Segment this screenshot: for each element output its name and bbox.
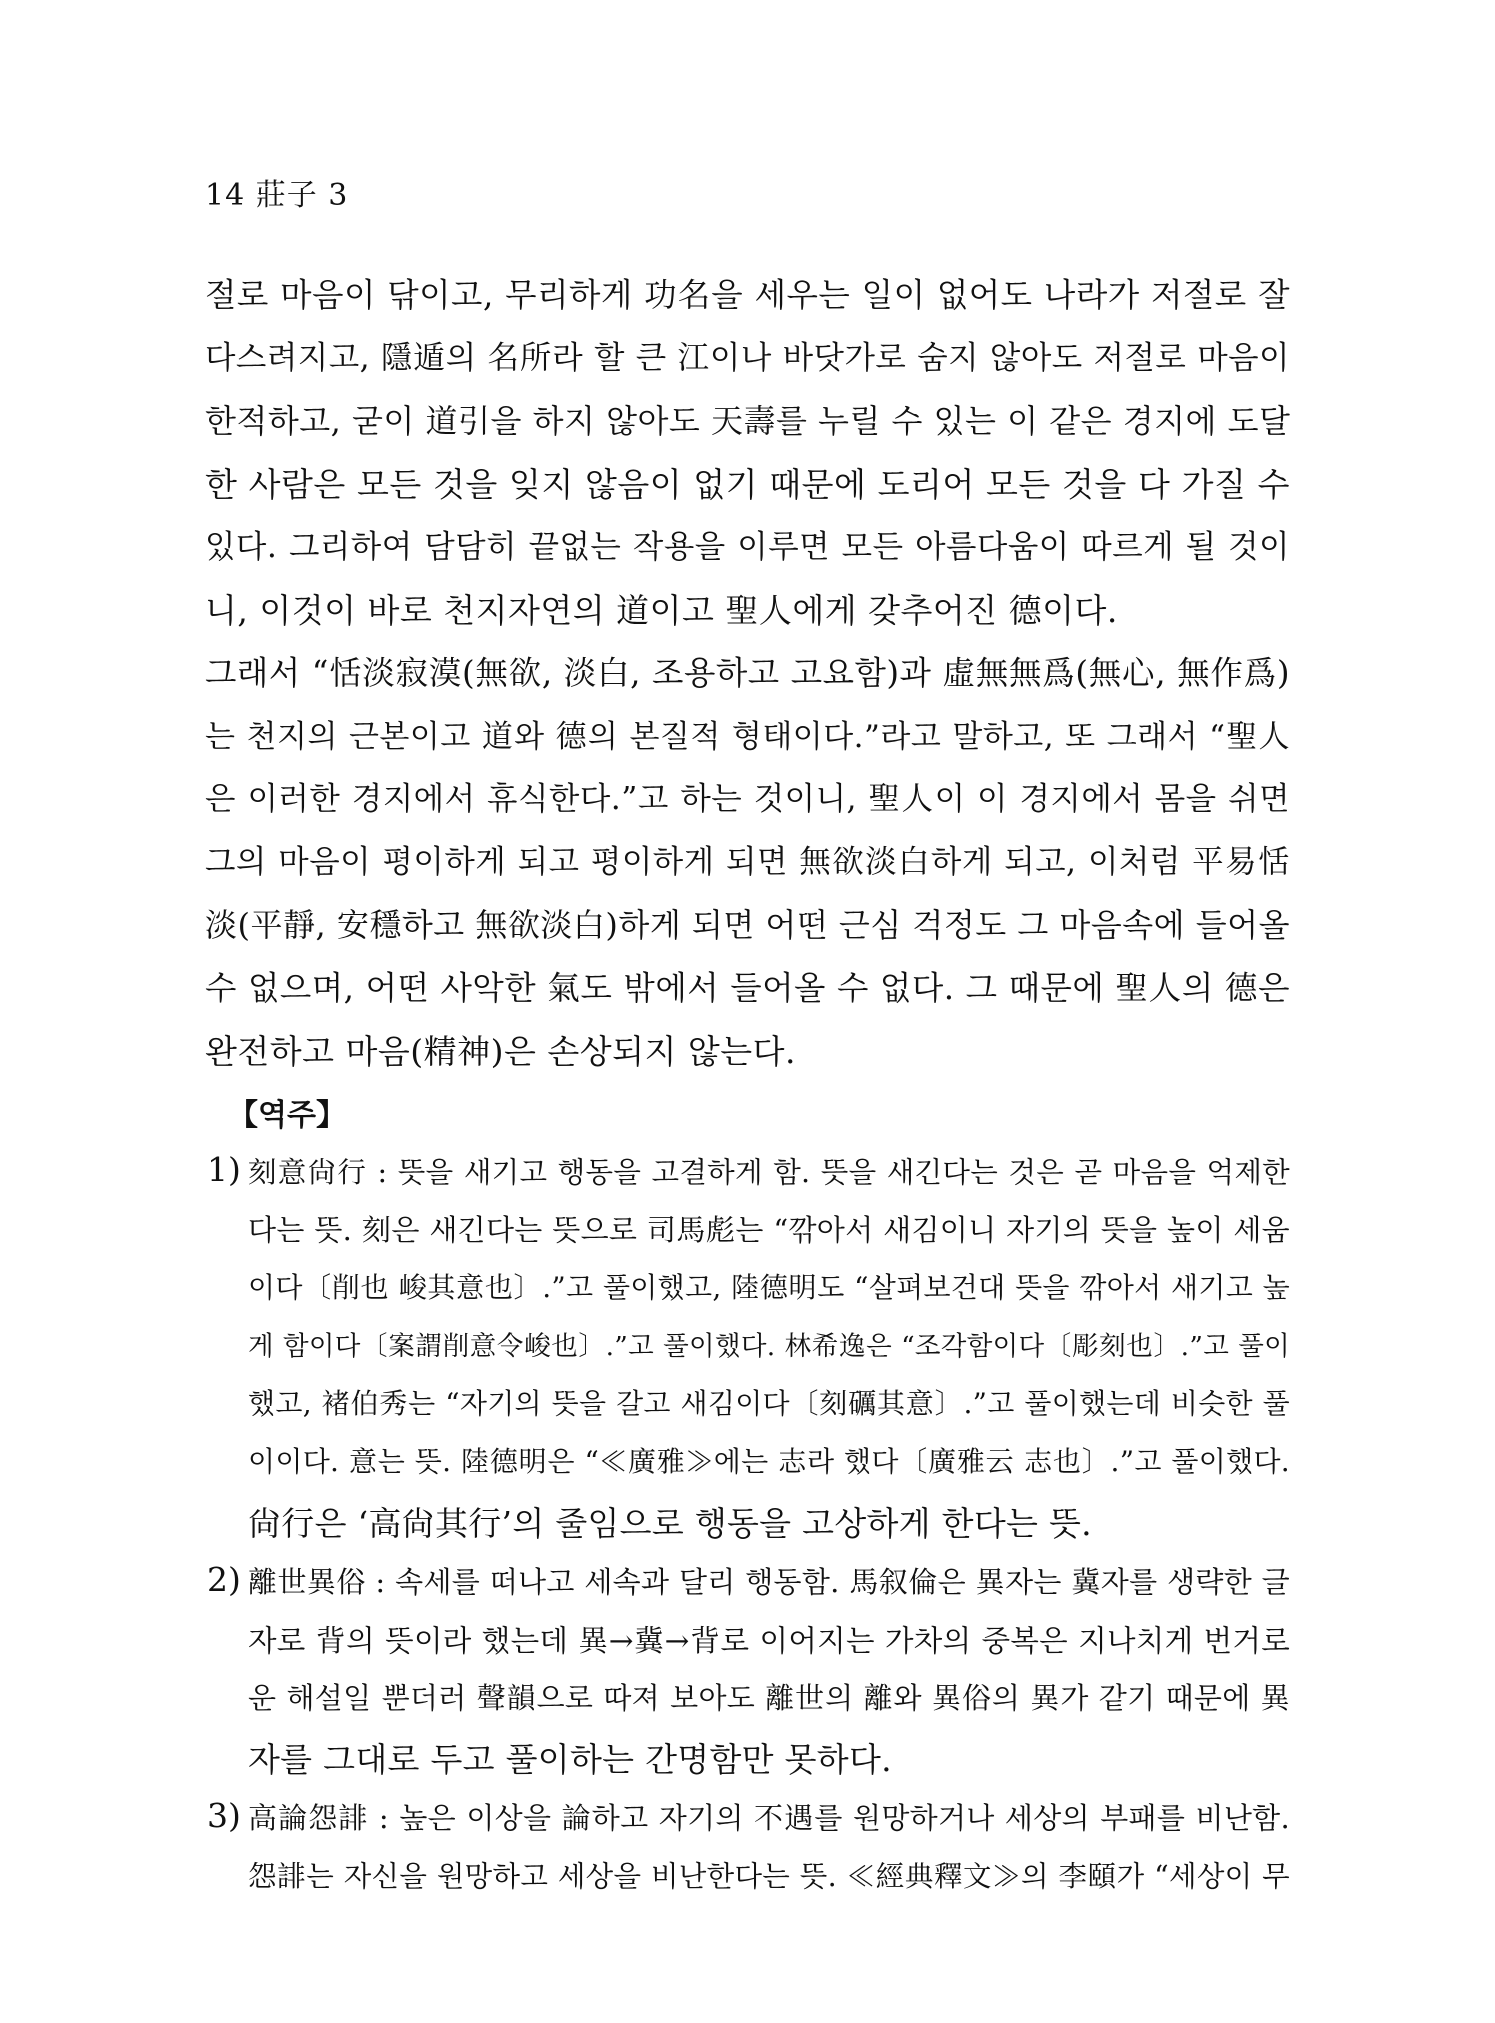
- note-line: 게 함이다〔案謂削意令峻也〕.”고 풀이했다. 林希逸은 “조각함이다〔彫刻也〕.”고 풀이: [248, 1331, 1290, 1362]
- body-line: 그의 마음이 평이하게 되고 평이하게 되면 無欲淡白하게 되고, 이처럼 平易恬: [205, 844, 1290, 880]
- note-number: 3): [207, 1796, 241, 1835]
- page-header: 14 莊子 3: [205, 178, 349, 213]
- note-line: 離世異俗 : 속세를 떠나고 세속과 달리 행동함. 馬叙倫은 異자는 冀자를 생략한 글: [248, 1565, 1290, 1599]
- note-number: 1): [207, 1150, 241, 1189]
- note-line: 운 해설일 뿐더러 聲韻으로 따져 보아도 離世의 離와 異俗의 異가 같기 때문에 異: [248, 1681, 1290, 1715]
- note-line: 자를 그대로 두고 풀이하는 간명함만 못하다.: [248, 1740, 892, 1779]
- body-line: 한적하고, 굳이 道引을 하지 않아도 天壽를 누릴 수 있는 이 같은 경지에 도달: [205, 402, 1291, 440]
- body-line: 절로 마음이 닦이고, 무리하게 功名을 세우는 일이 없어도 나라가 저절로 잘: [205, 276, 1290, 314]
- body-line: 완전하고 마음(精神)은 손상되지 않는다.: [205, 1032, 796, 1071]
- note-line: 했고, 褚伯秀는 “자기의 뜻을 갈고 새김이다〔刻礪其意〕.”고 풀이했는데 비슷한 풀: [248, 1387, 1290, 1420]
- body-line: 다스려지고, 隱遁의 名所라 할 큰 江이나 바닷가로 숨지 않아도 저절로 마음이: [205, 340, 1290, 376]
- body-line: 수 없으며, 어떤 사악한 氣도 밖에서 들어올 수 없다. 그 때문에 聖人의 德은: [205, 969, 1290, 1007]
- note-line: 다는 뜻. 刻은 새긴다는 뜻으로 司馬彪는 “깎아서 새김이니 자기의 뜻을 높이 세움: [248, 1213, 1290, 1247]
- body-line: 니, 이것이 바로 천지자연의 道이고 聖人에게 갖추어진 德이다.: [205, 591, 1118, 630]
- body-line: 그래서 “恬淡寂漠(無欲, 淡白, 조용하고 고요함)과 虛無無爲(無心, 無作爲): [205, 654, 1290, 692]
- note-line: 이다〔削也 峻其意也〕.”고 풀이했고, 陸德明도 “살펴보건대 뜻을 깎아서 새기고 높: [248, 1271, 1290, 1304]
- body-line: 淡(平靜, 安穩하고 無欲淡白)하게 되면 어떤 근심 걱정도 그 마음속에 들어올: [205, 906, 1290, 944]
- note-line: 이이다. 意는 뜻. 陸德明은 “≪廣雅≫에는 志라 했다〔廣雅云 志也〕.”고 풀이했다.: [248, 1445, 1290, 1478]
- note-line: 자로 背의 뜻이라 했는데 異→冀→背로 이어지는 가차의 중복은 지나치게 번거로: [248, 1624, 1290, 1658]
- body-line: 있다. 그리하여 담담히 끝없는 작용을 이루면 모든 아름다움이 따르게 될 것이: [205, 529, 1290, 565]
- note-line: 怨誹는 자신을 원망하고 세상을 비난한다는 뜻. ≪經典釋文≫의 李頤가 “세상이 무: [248, 1860, 1290, 1893]
- body-line: 은 이러한 경지에서 휴식한다.”고 하는 것이니, 聖人이 이 경지에서 몸을 쉬면: [205, 781, 1290, 817]
- note-line: 尙行은 ‘高尙其行’의 줄임으로 행동을 고상하게 한다는 뜻.: [248, 1504, 1092, 1543]
- note-number: 2): [207, 1560, 241, 1599]
- body-line: 는 천지의 근본이고 道와 德의 본질적 형태이다.”라고 말하고, 또 그래서 “聖人: [205, 719, 1290, 755]
- note-line: 刻意尙行 : 뜻을 새기고 행동을 고결하게 함. 뜻을 새긴다는 것은 곧 마음을 억제한: [248, 1156, 1290, 1189]
- notes-heading: 【역주】: [228, 1098, 346, 1133]
- body-line: 한 사람은 모든 것을 잊지 않음이 없기 때문에 도리어 모든 것을 다 가질 수: [205, 465, 1290, 504]
- note-line: 高論怨誹 : 높은 이상을 論하고 자기의 不遇를 원망하거나 세상의 부패를 비난함.: [248, 1801, 1290, 1835]
